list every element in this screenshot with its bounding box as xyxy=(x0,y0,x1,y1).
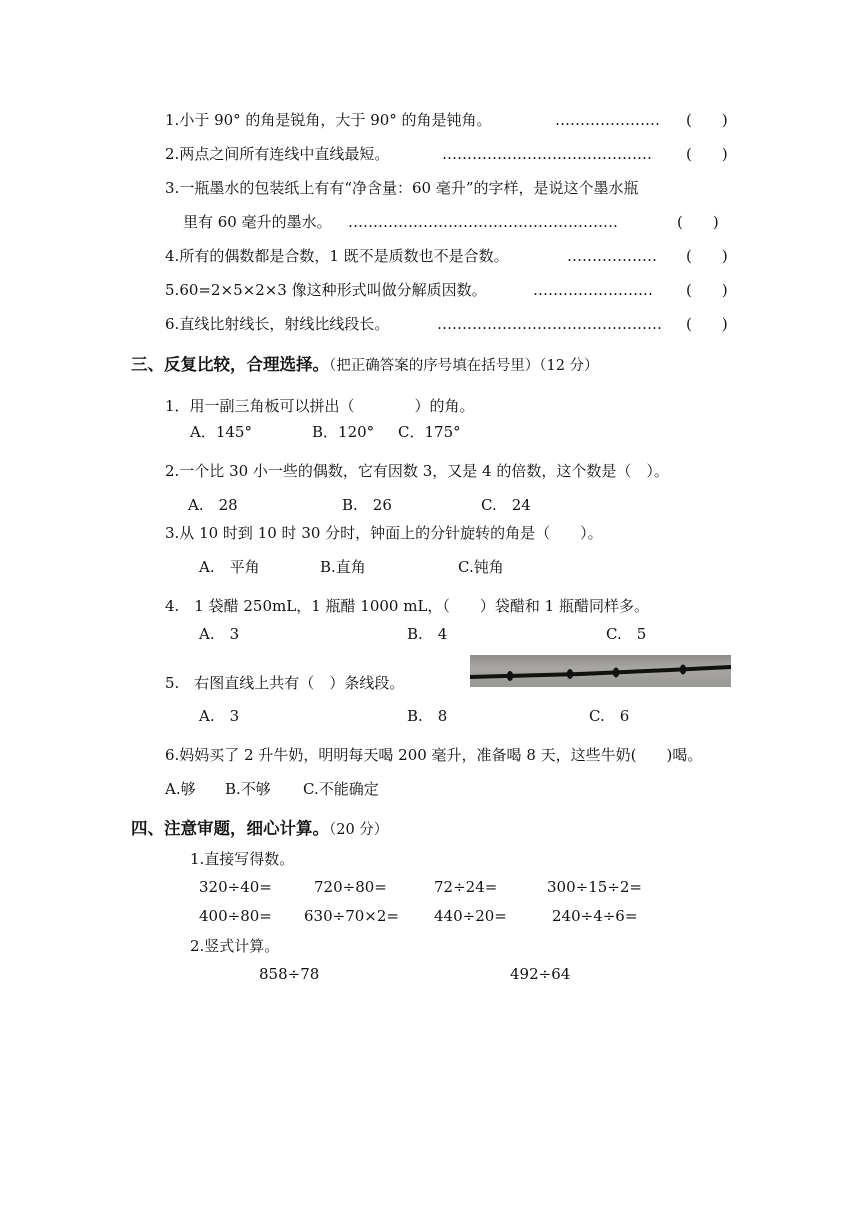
judge-dots-5: …………………… xyxy=(533,281,653,299)
choice-5-option-b[interactable]: B. 8 xyxy=(407,707,448,725)
choice-3-option-a[interactable]: A. 平角 xyxy=(199,558,260,576)
choice-question-6: 6.妈妈买了 2 升牛奶，明明每天喝 200 毫升，准备喝 8 天，这些牛奶( )喝。 xyxy=(165,746,703,764)
choice-question-1: 1．用一副三角板可以拼出（ ）的角。 xyxy=(165,397,475,415)
calc-2-2: 630÷70×2= xyxy=(304,907,399,925)
judge-item-5: 5.60=2×5×2×3 像这种形式叫做分解质因数。 xyxy=(165,281,487,299)
judge-item-3-cont: 里有 60 毫升的墨水。 xyxy=(183,213,332,231)
choice-1-option-c[interactable]: C．175° xyxy=(398,423,461,441)
calc-subtitle-1: 1.直接写得数。 xyxy=(190,850,295,868)
choice-1-option-a[interactable]: A．145° xyxy=(190,423,252,441)
judge-item-4: 4.所有的偶数都是合数，1 既不是质数也不是合数。 xyxy=(165,247,509,265)
choice-2-option-a[interactable]: A. 28 xyxy=(188,496,238,514)
judge-dots-4: ……………… xyxy=(567,247,657,265)
line-segment-figure xyxy=(470,655,731,687)
choice-4-option-b[interactable]: B. 4 xyxy=(407,625,448,643)
judge-answer-3[interactable]: ( ) xyxy=(677,213,719,231)
judge-answer-2[interactable]: ( ) xyxy=(686,145,728,163)
section-3-heading: 三、反复比较，合理选择。（把正确答案的序号填在括号里）（12 分） xyxy=(131,355,599,374)
choice-question-2: 2.一个比 30 小一些的偶数，它有因数 3，又是 4 的倍数，这个数是（ ）。 xyxy=(165,462,669,480)
vertical-calc-2: 492÷64 xyxy=(510,965,571,983)
calc-1-4: 300÷15÷2= xyxy=(547,878,642,896)
judge-item-2: 2.两点之间所有连线中直线最短。 xyxy=(165,145,390,163)
line-with-points-icon xyxy=(470,655,731,687)
vertical-calc-1: 858÷78 xyxy=(259,965,320,983)
calc-1-1: 320÷40= xyxy=(199,878,272,896)
choice-6-option-a[interactable]: A.够 xyxy=(165,780,196,798)
choice-5-option-a[interactable]: A. 3 xyxy=(199,707,240,725)
choice-2-option-c[interactable]: C. 24 xyxy=(481,496,531,514)
judge-dots-1: ………………… xyxy=(555,111,660,129)
choice-3-option-c[interactable]: C.钝角 xyxy=(458,558,504,576)
choice-4-option-a[interactable]: A. 3 xyxy=(199,625,240,643)
choice-2-option-b[interactable]: B. 26 xyxy=(342,496,392,514)
judge-answer-5[interactable]: ( ) xyxy=(686,281,728,299)
judge-answer-1[interactable]: ( ) xyxy=(686,111,728,129)
choice-6-option-c[interactable]: C.不能确定 xyxy=(303,780,379,798)
judge-item-1: 1.小于 90° 的角是锐角，大于 90° 的角是钝角。 xyxy=(165,111,492,129)
calc-2-1: 400÷80= xyxy=(199,907,272,925)
choice-question-5: 5. 右图直线上共有（ ）条线段。 xyxy=(165,674,405,692)
judge-dots-6: ……………………………………… xyxy=(437,315,662,333)
judge-dots-3: ……………………………………………… xyxy=(348,213,618,231)
choice-3-option-b[interactable]: B.直角 xyxy=(320,558,366,576)
calc-2-3: 440÷20= xyxy=(434,907,507,925)
choice-6-option-b[interactable]: B.不够 xyxy=(225,780,271,798)
section-4-heading: 四、注意审题，细心计算。（20 分） xyxy=(131,819,389,838)
calc-1-2: 720÷80= xyxy=(314,878,387,896)
calc-2-4: 240÷4÷6= xyxy=(552,907,638,925)
judge-item-3: 3.一瓶墨水的包装纸上有有“净含量：60 毫升”的字样，是说这个墨水瓶 xyxy=(165,179,639,197)
calc-subtitle-2: 2.竖式计算。 xyxy=(190,937,280,955)
judge-answer-4[interactable]: ( ) xyxy=(686,247,728,265)
choice-5-option-c[interactable]: C. 6 xyxy=(589,707,630,725)
calc-1-3: 72÷24= xyxy=(434,878,498,896)
judge-item-6: 6.直线比射线长，射线比线段长。 xyxy=(165,315,390,333)
judge-answer-6[interactable]: ( ) xyxy=(686,315,728,333)
choice-1-option-b[interactable]: B．120° xyxy=(312,423,375,441)
choice-4-option-c[interactable]: C. 5 xyxy=(606,625,647,643)
judge-dots-2: …………………………………… xyxy=(442,145,652,163)
choice-question-4: 4. 1 袋醋 250mL，1 瓶醋 1000 mL，（ ）袋醋和 1 瓶醋同样多。 xyxy=(165,597,649,615)
choice-question-3: 3.从 10 时到 10 时 30 分时，钟面上的分针旋转的角是（ ）。 xyxy=(165,524,603,542)
